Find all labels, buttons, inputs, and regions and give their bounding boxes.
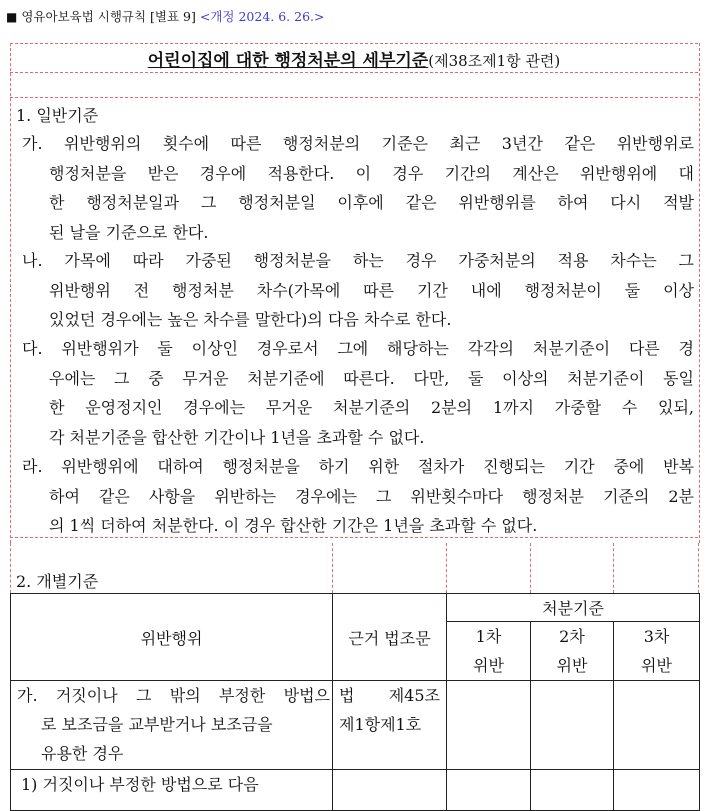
document-header bbox=[6, 7, 324, 25]
criteria-1st-cell bbox=[447, 681, 531, 770]
title-main: 어린이집에 대한 행정처분의 세부기준 bbox=[147, 51, 429, 71]
item-ra-line: 라. 위반행위에 대하여 행정처분을 하기 위한 절차가 진행되는 기간 중에 반복 bbox=[22, 457, 694, 476]
criteria-1st-cell bbox=[447, 770, 531, 811]
item-ga-line: 한 행정처분일과 그 행정처분일 이후에 같은 위반행위를 하여 다시 적발 bbox=[49, 193, 694, 212]
header-1st-sub: 위반 bbox=[473, 656, 504, 675]
header-law: 근거 법조문 bbox=[333, 594, 447, 681]
document-title bbox=[10, 46, 698, 71]
item-da-line: 다. 위반행위가 둘 이상인 경우로서 그에 해당하는 각각의 처분기준이 다른 경 bbox=[22, 339, 694, 358]
law-cell bbox=[333, 681, 447, 770]
header-3rd-sub: 위반 bbox=[641, 656, 672, 675]
criteria-3rd-cell bbox=[614, 681, 700, 770]
title-divider bbox=[10, 72, 698, 73]
spacer-divider bbox=[10, 97, 698, 98]
item-na-line: 있었던 경우에는 높은 차수를 말한다)의 다음 차수로 한다. bbox=[49, 310, 452, 329]
violation-line: 유용한 경우 bbox=[41, 744, 124, 763]
violation-cell bbox=[11, 770, 333, 811]
item-da-line: 우에는 그 중 무거운 처분기준에 따른다. 다만, 둘 이상의 처분기준이 동일 bbox=[49, 368, 694, 388]
header-violation: 위반행위 bbox=[11, 594, 333, 681]
law-line: 법 제45조 bbox=[339, 686, 440, 705]
criteria-table bbox=[10, 593, 700, 811]
header-2nd-sub: 위반 bbox=[556, 656, 588, 675]
item-ga-line: 가. 위반행위의 횟수에 따른 행정처분의 기준은 최근 3년간 같은 위반행위로 bbox=[22, 134, 694, 153]
violation-cell bbox=[11, 681, 333, 770]
law-cell bbox=[333, 770, 447, 811]
table-row bbox=[11, 770, 700, 811]
item-da-line: 한 운영정지인 경우에는 무거운 처분기준의 2분의 1까지 가중할 수 있되, bbox=[49, 398, 694, 417]
header-1st-violation bbox=[447, 622, 531, 681]
law-line: 제1항제1호 bbox=[339, 715, 422, 734]
item-ra bbox=[22, 452, 694, 541]
header-3rd-violation bbox=[614, 622, 700, 681]
header-criteria: 처분기준 bbox=[447, 594, 700, 622]
table-row bbox=[11, 681, 700, 770]
guide-line bbox=[530, 543, 531, 593]
guide-line bbox=[10, 543, 11, 593]
item-ga-line: 행정처분을 받은 경우에 적용한다. 이 경우 기간의 계산은 위반행위에 대 bbox=[49, 163, 694, 183]
item-na-line: 위반행위 전 행정처분 차수(가목에 따른 기간 내에 행정처분이 둘 이상 bbox=[49, 280, 694, 300]
header-title: 영유아보육법 시행규칙 [별표 9] bbox=[21, 9, 196, 24]
section-2-heading: 2. 개별기준 bbox=[16, 572, 99, 591]
item-ga bbox=[22, 129, 694, 247]
item-na-line: 나. 가목에 따라 가중된 행정처분을 하는 경우 가중처분의 적용 차수는 그 bbox=[22, 251, 694, 270]
criteria-3rd-cell bbox=[614, 770, 700, 811]
item-da bbox=[22, 334, 694, 452]
violation-line: 가. 거짓이나 그 밖의 부정한 방법으 bbox=[17, 686, 330, 705]
frame-top-border bbox=[10, 43, 698, 44]
header-3rd-label: 3차 bbox=[643, 627, 670, 646]
header-1st-label: 1차 bbox=[475, 627, 502, 646]
revision-link[interactable]: <개정 2024. 6. 26.> bbox=[199, 9, 325, 24]
item-da-line: 각 처분기준을 합산한 기간이나 1년을 초과할 수 없다. bbox=[49, 427, 425, 447]
guide-line bbox=[332, 543, 333, 593]
violation-line: 1) 거짓이나 부정한 방법으로 다음 bbox=[21, 775, 259, 794]
guide-line bbox=[613, 543, 614, 593]
criteria-2nd-cell bbox=[531, 770, 614, 811]
violation-line: 로 보조금을 교부받거나 보조금을 bbox=[41, 715, 273, 734]
guide-line bbox=[698, 543, 699, 593]
criteria-2nd-cell bbox=[531, 681, 614, 770]
item-ra-line: 하여 같은 사항을 위반하는 경우에는 그 위반횟수마다 행정처분 기준의 2분 bbox=[49, 486, 694, 506]
section-1-heading: 1. 일반기준 bbox=[16, 106, 99, 125]
header-2nd-label: 2차 bbox=[559, 627, 585, 646]
item-ga-line: 된 날을 기준으로 한다. bbox=[49, 222, 209, 242]
item-na bbox=[22, 246, 694, 335]
title-subtitle: (제38조제1항 관련) bbox=[428, 52, 561, 70]
square-bullet-icon: ■ bbox=[6, 10, 18, 24]
item-ra-line: 의 1씩 더하여 처분한다. 이 경우 합산한 기간은 1년을 초과할 수 없다. bbox=[49, 516, 538, 535]
header-2nd-violation bbox=[531, 622, 614, 681]
guide-line bbox=[446, 543, 447, 593]
